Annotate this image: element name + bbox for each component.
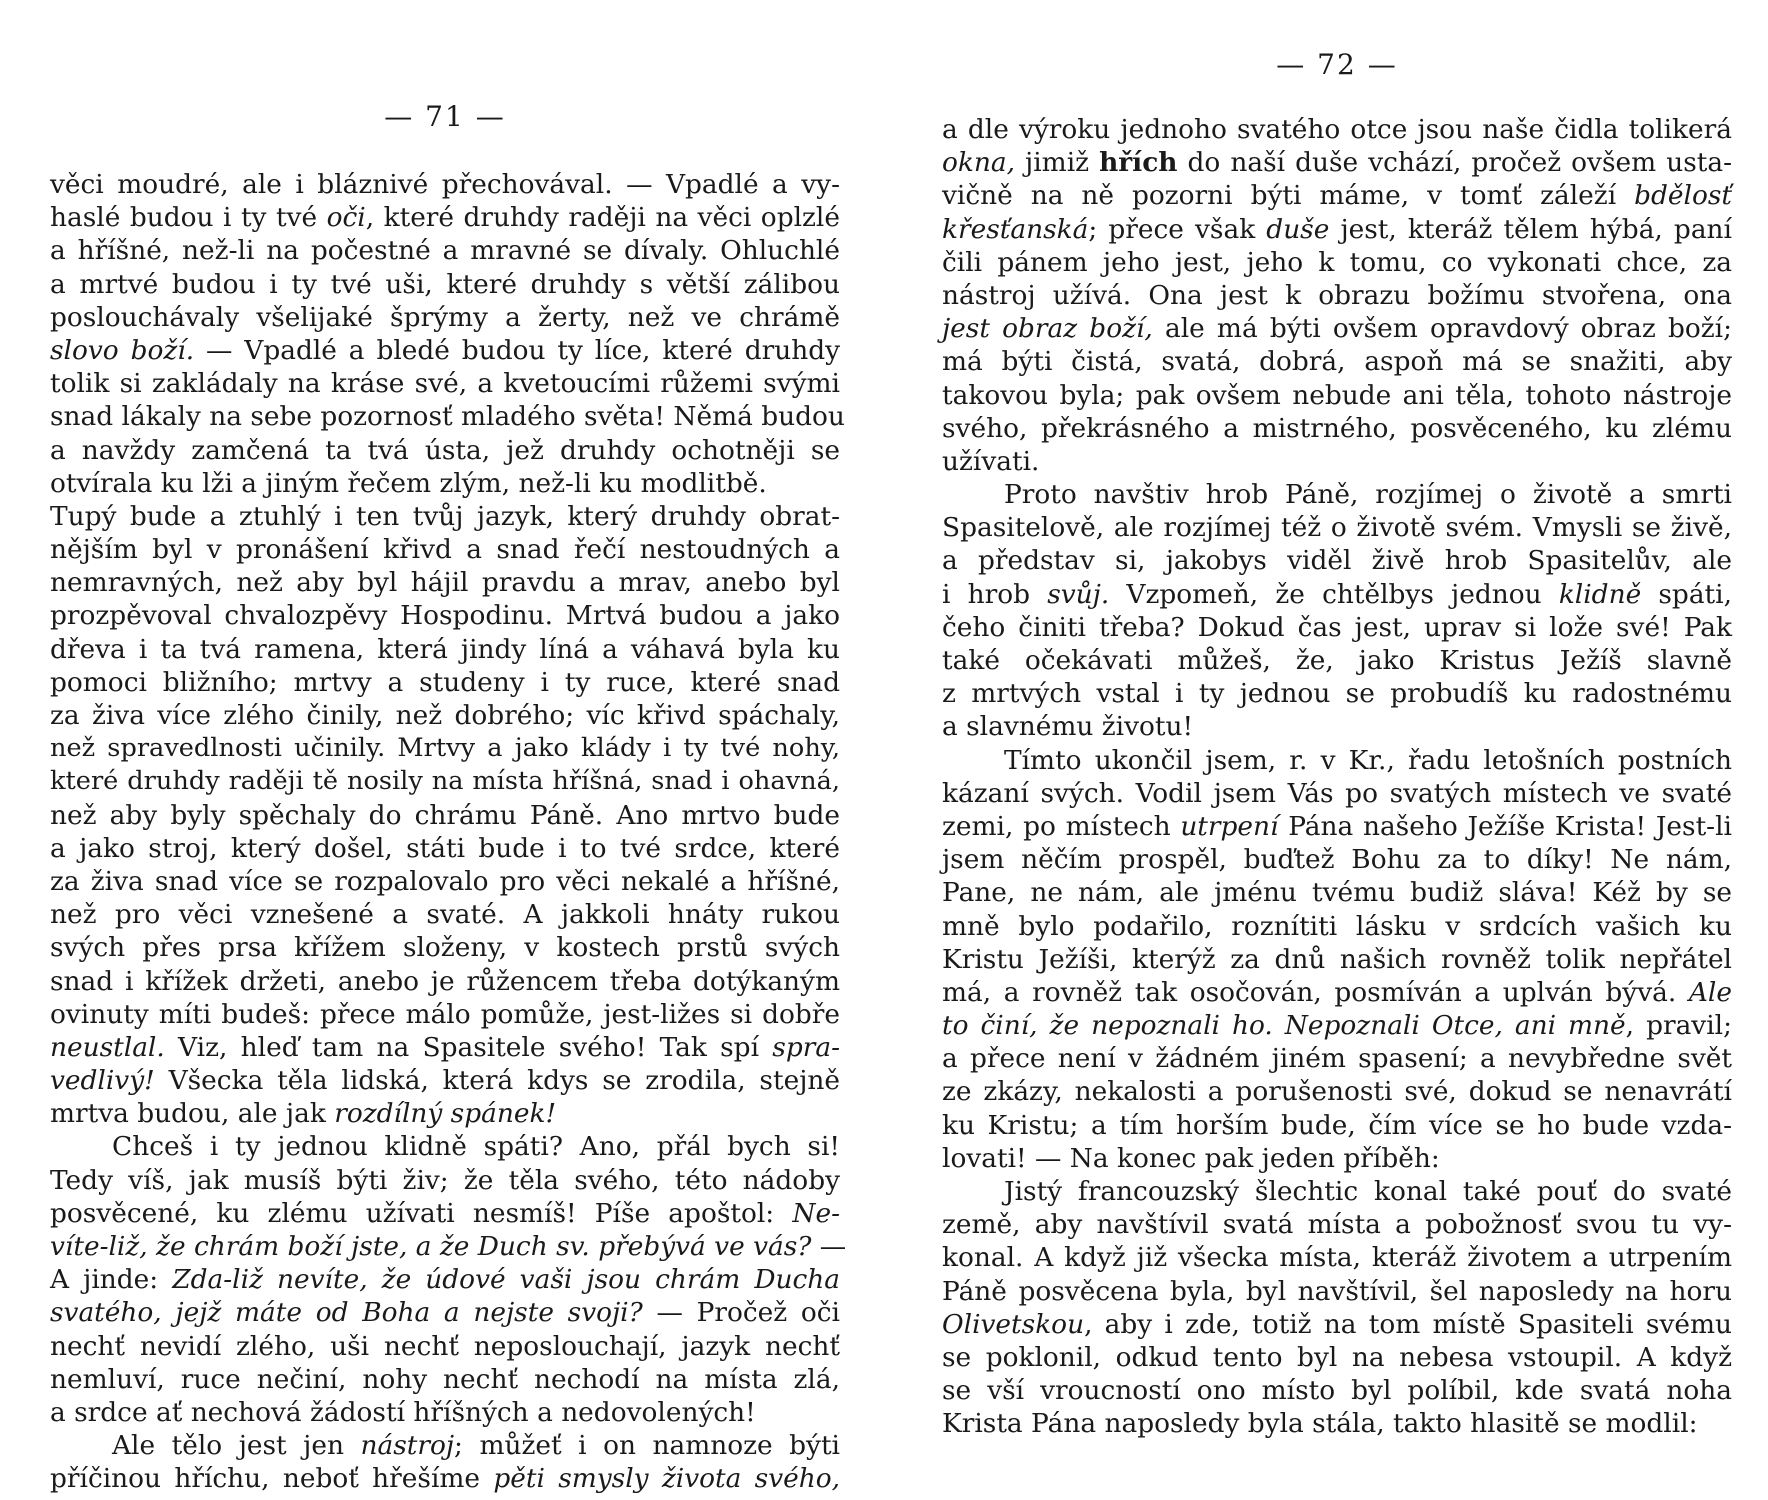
text-line: vičně na ně pozorni býti máme, v tomť záleží bdělosť [942, 180, 1732, 212]
text-line: Ale tělo jest jen nástroj; můžeť i on namnoze býti [112, 1430, 840, 1462]
text-line: příčinou hříchu, neboť hřešíme pěti smysly života svého, [50, 1463, 841, 1495]
text-line: svých přes prsa křížem složeny, v kostech prstů svých [50, 932, 840, 964]
text-line: za živa více zlého činily, než dobrého; víc křivd spáchaly, [50, 700, 840, 731]
text-line: také očekávati můžeš, že, jako Kristus Ježíš slavně [942, 645, 1732, 676]
text-line: nemravných, než aby byl hájil pravdu a mrav, anebo byl [50, 567, 840, 599]
text-line: takovou byla; pak ovšem nebude ani těla, tohoto nástroje [942, 379, 1732, 411]
text-line: se poklonil, odkud tento byl na nebesa vstoupil. A když [942, 1341, 1732, 1373]
text-line: neustlal. Viz, hleď tam na Spasitele svého! Tak spí spra- [50, 1031, 840, 1063]
text-line: Proto navštiv hrob Páně, rozjímej o životě a smrti [1004, 479, 1732, 511]
page-number: — 72 — [1276, 48, 1398, 81]
text-line: a přece není v žádném jiném spasení; a nevybředne svět [942, 1043, 1732, 1075]
text-line: a slavnému životu! [942, 711, 1194, 743]
text-line: svatého, jejž máte od Boha a nejste svoji? — Pročež oči [50, 1297, 840, 1329]
text-line: nástroj užívá. Ona jest k obrazu božímu stvořena, ona [942, 279, 1732, 311]
text-line: snad i křížek držeti, anebo je růžencem třeba dotýkaným [50, 965, 840, 997]
text-line: z mrtvých vstal i ty jednou se probudíš ku radostnému [942, 678, 1732, 710]
text-line: než spravedlnosti učinily. Mrtvy a jako klády i ty tvé nohy, [50, 733, 840, 764]
left-page-text [50, 168, 847, 1496]
text-line: okna, jimiž hřích do naší duše vchází, pročež ovšem usta- [942, 147, 1732, 179]
text-line: Spasitelově, ale rozjímej též o životě svém. Vmysli se živě, [942, 512, 1732, 544]
text-line: ku Kristu; a tím horším bude, čím více se ho bude vzda- [942, 1109, 1732, 1141]
text-line: slovo boží. — Vpadlé a bledé budou ty líce, které druhdy [50, 334, 840, 366]
text-line: nemluví, ruce nečiní, nohy nechť nechodí na místa zlá, [50, 1363, 840, 1395]
text-line: křesťanská; přece však duše jest, kteráž tělem hýbá, paní [942, 213, 1732, 245]
text-line: i hrob svůj. Vzpomeň, že chtělbys jednou klidně spáti, [942, 578, 1732, 610]
text-line: a hříšné, než-li na počestné a mravné se dívaly. Ohluchlé [50, 235, 840, 267]
text-line: snad lákaly na sebe pozornosť mladého světa! Němá budou [50, 401, 845, 433]
text-line: nechť nevidí zlého, uši nechť neposlouchají, jazyk nechť [50, 1330, 840, 1362]
text-line: jest obraz boží, ale má býti ovšem opravdový obraz boží; [942, 313, 1732, 345]
text-line: čili pánem jeho jest, jeho k tomu, co vykonati chce, za [942, 246, 1732, 278]
text-line: vedlivý! Všecka těla lidská, která kdys se zrodila, stejně [50, 1065, 840, 1097]
text-line: má, a rovněž tak osočován, posmíván a uplván bývá. Ale [942, 976, 1732, 1008]
text-line: to činí, že nepoznali ho. Nepoznali Otce, ani mně, pravil; [942, 1010, 1732, 1042]
text-line: tolik si zakládaly na kráse své, a kvetoucími růžemi svými [50, 368, 840, 400]
text-line: posvěcené, ku zlému užívati nesmíš! Píše apoštol: Ne- [50, 1197, 840, 1229]
text-line: konal. A když již všecka místa, kteráž životem a utrpením [942, 1242, 1732, 1274]
text-line: a mrtvé budou i ty tvé uši, které druhdy s větší zálibou [50, 268, 840, 300]
text-line: lovati! — Na konec pak jeden příběh: [942, 1142, 1440, 1174]
page-number: — 71 — [384, 100, 506, 133]
text-line: prozpěvoval chvalozpěvy Hospodinu. Mrtvá budou a jako [50, 600, 840, 632]
text-line: nějším byl v pronášení křivd a snad řečí nestoudných a [50, 534, 840, 566]
text-line: ovinuty míti budeš: přece málo pomůže, jest-ližes si dobře [50, 998, 840, 1030]
text-line: které druhdy raději tě nosily na místa hříšná, snad i ohavná, [50, 766, 840, 797]
text-line: má býti čistá, svatá, dobrá, aspoň má se snažiti, aby [942, 346, 1732, 378]
text-line: užívati. [942, 445, 1040, 477]
text-line: zemi, po místech utrpení Pána našeho Ježíše Krista! Jest-li [942, 810, 1732, 842]
text-line: mně bylo podařilo, roznítiti lásku v srdcích vašich ku [942, 910, 1732, 942]
text-line: a navždy zamčená ta tvá ústa, jež druhdy ochotněji se [50, 434, 840, 466]
text-line: víte-liž, že chrám boží jste, a že Duch sv. přebývá ve vás? — [50, 1231, 847, 1262]
text-line: pomoci bližního; mrtvy a studeny i ty ruce, které snad [50, 666, 840, 698]
text-line: Tedy víš, jak musíš býti živ; že těla svého, této nádoby [50, 1164, 840, 1196]
text-line: Páně posvěcena byla, byl navštívil, šel naposledy na horu [942, 1275, 1732, 1307]
text-line: a srdce ať nechová žádostí hříšných a nedovolených! [50, 1396, 756, 1428]
text-line: se vší vroucností ono místo byl políbil, kde svatá noha [942, 1375, 1732, 1407]
text-line: Pane, ne nám, ale jménu tvému budiž sláva! Kéž by se [942, 877, 1732, 909]
text-line: mrtva budou, ale jak rozdílný spánek! [50, 1098, 557, 1130]
text-line: Krista Pána naposledy byla stála, takto hlasitě se modlil: [942, 1408, 1698, 1440]
text-line: Chceš i ty jednou klidně spáti? Ano, přál bych si! [112, 1131, 840, 1163]
text-line: otvírala ku lži a jiným řečem zlým, než-li ku modlitbě. [50, 467, 767, 499]
text-line: a představ si, jakobys viděl živě hrob Spasitelův, ale [942, 545, 1732, 577]
text-line: a dle výroku jednoho svatého otce jsou naše čidla tolikerá [942, 114, 1732, 145]
text-line: haslé budou i ty tvé oči, které druhdy raději na věci oplzlé [50, 202, 840, 234]
text-line: a jako stroj, který došel, státi bude i to tvé srdce, které [50, 832, 840, 864]
text-line: věci moudré, ale i bláznivé přechovával. — Vpadlé a vy- [50, 169, 840, 200]
text-line: za živa snad více se rozpalovalo pro věci nekalé a hříšné, [50, 865, 840, 897]
text-line: Tímto ukončil jsem, r. v Kr., řadu letošních postních [1004, 744, 1732, 776]
text-line: než pro věci vznešené a svaté. A jakkoli hnáty rukou [50, 899, 840, 931]
text-line: svého, překrásného a mistrného, posvěceného, ku zlému [942, 412, 1732, 444]
text-line: než aby byly spěchaly do chrámu Páně. Ano mrtvo bude [50, 799, 840, 831]
text-line: ze zkázy, nekalosti a porušenosti své, dokud se nenavrátí [942, 1076, 1732, 1108]
text-line: dřeva i ta tvá ramena, která jindy líná a váhavá byla ku [50, 633, 840, 665]
text-line: jsem něčím prospěl, buďtež Bohu za to díky! Ne nám, [942, 844, 1732, 876]
text-line: Olivetskou, aby i zde, totiž na tom místě Spasiteli svému [942, 1308, 1732, 1340]
text-line: A jinde: Zda-liž nevíte, že údové vaši jsou chrám Ducha [50, 1264, 840, 1296]
text-line: kázaní svých. Vodil jsem Vás po svatých místech ve svaté [942, 777, 1732, 809]
text-line: Kristu Ježíši, kterýž za dnů našich rovněž tolik nepřátel [942, 943, 1732, 975]
text-line: země, aby navštívil svatá místa a pobožnosť svou tu vy- [942, 1209, 1732, 1241]
text-line: poslouchávaly všelijaké šprýmy a žerty, než ve chrámě [50, 301, 840, 333]
text-line: čeho činiti třeba? Dokud čas jest, uprav si lože své! Pak [942, 611, 1732, 643]
text-line: Tupý bude a ztuhlý i ten tvůj jazyk, který druhdy obrat- [50, 500, 840, 532]
text-line: Jistý francouzský šlechtic konal také pouť do svaté [1004, 1176, 1732, 1207]
right-page-text [942, 113, 1732, 1441]
